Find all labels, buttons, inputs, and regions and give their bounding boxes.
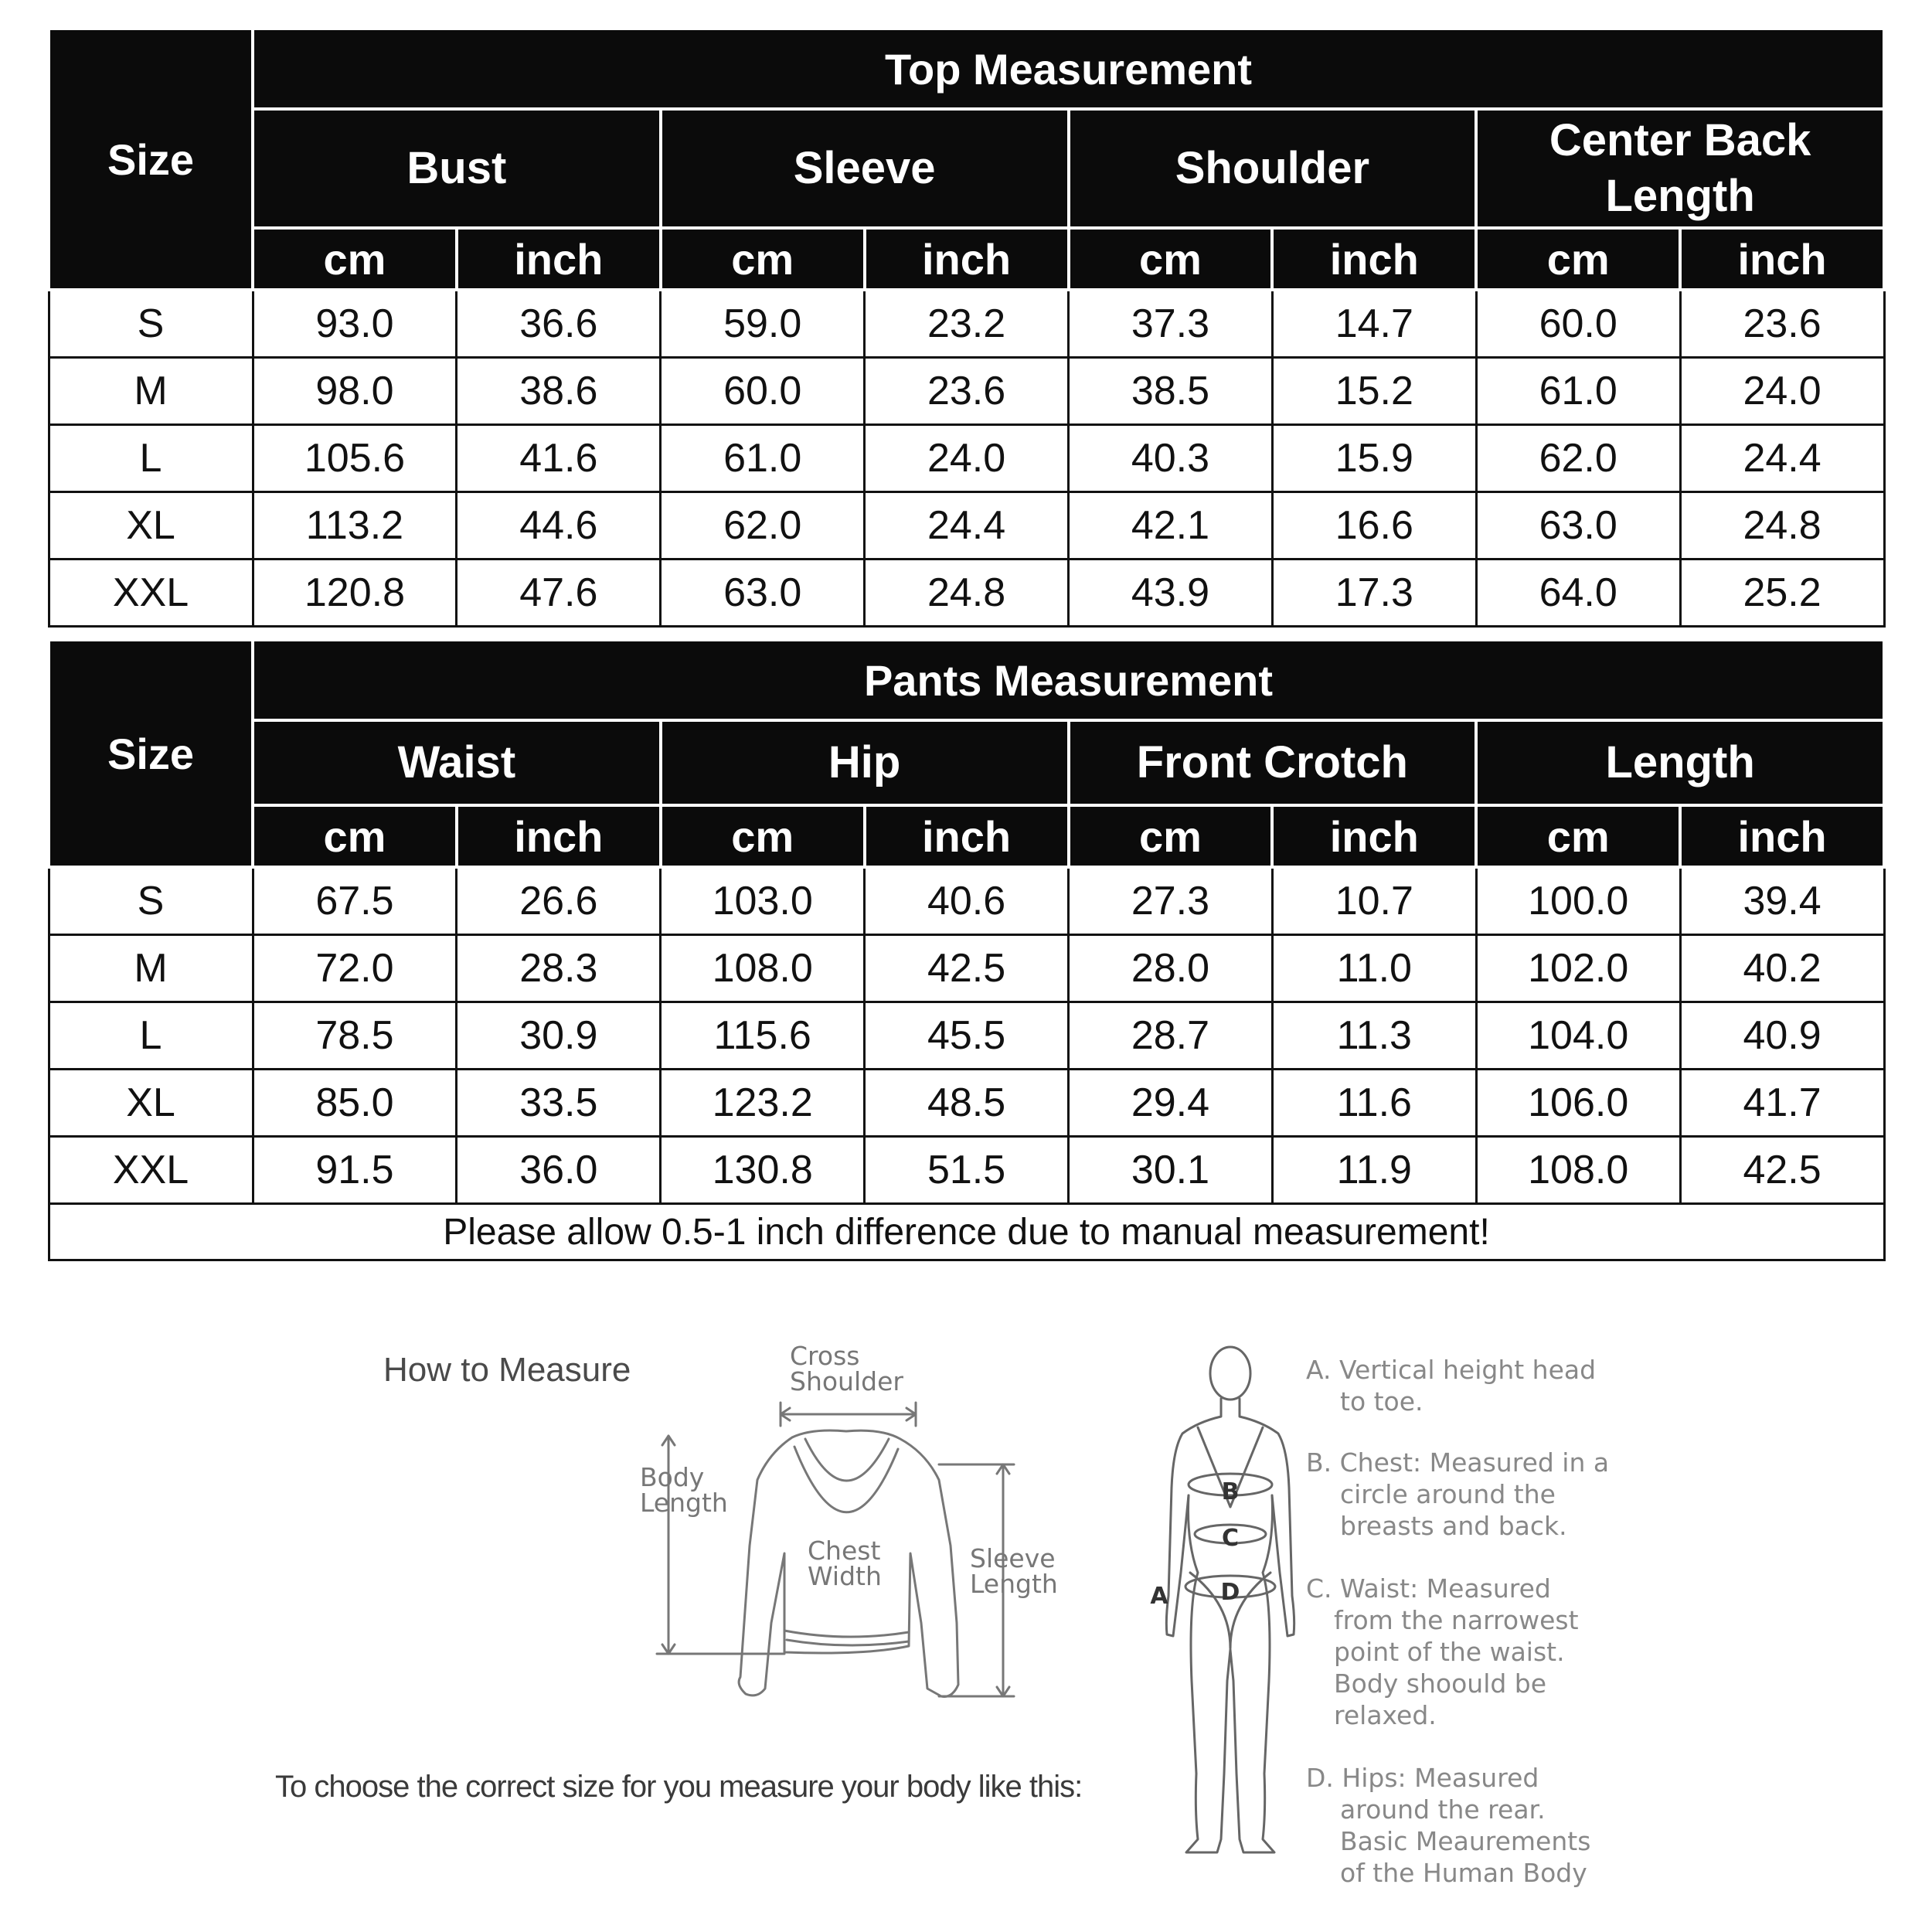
value-cell: 40.9	[1680, 1002, 1884, 1070]
value-cell: 23.6	[865, 358, 1069, 425]
value-cell: 11.3	[1272, 1002, 1476, 1070]
value-cell: 64.0	[1476, 560, 1680, 627]
label-line: Cross	[790, 1341, 860, 1371]
unit-header: cm	[1069, 228, 1273, 290]
value-cell: 40.2	[1680, 935, 1884, 1002]
label-line: Sleeve	[970, 1543, 1056, 1573]
value-cell: 41.6	[457, 425, 661, 492]
unit-header: cm	[1476, 228, 1680, 290]
value-cell: 26.6	[457, 867, 661, 935]
value-cell: 28.7	[1069, 1002, 1273, 1070]
legend-line: C. Waist: Measured	[1306, 1573, 1551, 1604]
measure-header-sleeve: Sleeve	[661, 109, 1069, 228]
chest-width-label	[808, 1538, 882, 1589]
value-cell: 16.6	[1272, 492, 1476, 560]
unit-header: cm	[661, 228, 865, 290]
value-cell: 24.8	[865, 560, 1069, 627]
value-cell: 24.4	[865, 492, 1069, 560]
sleeve-length-label	[970, 1543, 1058, 1599]
table-row	[49, 1070, 1884, 1137]
value-cell: 105.6	[253, 425, 457, 492]
value-cell: 63.0	[1476, 492, 1680, 560]
value-cell: 11.0	[1272, 935, 1476, 1002]
value-cell: 98.0	[253, 358, 457, 425]
cross-shoulder-label	[790, 1343, 903, 1394]
table-row	[49, 358, 1884, 425]
value-cell: 44.6	[457, 492, 661, 560]
value-cell: 113.2	[253, 492, 457, 560]
legend-line: to toe.	[1340, 1386, 1423, 1417]
measure-header-hip: Hip	[661, 720, 1069, 805]
value-cell: 48.5	[865, 1070, 1069, 1137]
unit-header: cm	[1476, 805, 1680, 867]
marker-c: C	[1221, 1525, 1240, 1552]
legend-line: circle around the	[1340, 1479, 1556, 1509]
measure-header-center-back-length: Center Back Length	[1476, 109, 1884, 228]
unit-header: cm	[253, 805, 457, 867]
value-cell: 38.6	[457, 358, 661, 425]
value-cell: 104.0	[1476, 1002, 1680, 1070]
size-header: Size	[49, 640, 253, 867]
value-cell: 62.0	[661, 492, 865, 560]
unit-header: inch	[865, 228, 1069, 290]
legend-a	[1306, 1354, 1596, 1417]
size-cell: S	[49, 867, 253, 935]
size-cell: M	[49, 358, 253, 425]
size-cell: L	[49, 1002, 253, 1070]
measure-header-front-crotch: Front Crotch	[1069, 720, 1477, 805]
unit-header: inch	[457, 805, 661, 867]
legend-line: around the rear.	[1340, 1794, 1546, 1825]
value-cell: 40.6	[865, 867, 1069, 935]
value-cell: 78.5	[253, 1002, 457, 1070]
value-cell: 29.4	[1069, 1070, 1273, 1137]
value-cell: 25.2	[1680, 560, 1884, 627]
value-cell: 30.1	[1069, 1137, 1273, 1204]
value-cell: 23.2	[865, 290, 1069, 358]
value-cell: 37.3	[1069, 290, 1273, 358]
legend-line: B. Chest: Measured in a	[1306, 1447, 1610, 1478]
value-cell: 23.6	[1680, 290, 1884, 358]
value-cell: 130.8	[661, 1137, 865, 1204]
legend-line: relaxed.	[1334, 1700, 1437, 1730]
value-cell: 62.0	[1476, 425, 1680, 492]
value-cell: 28.3	[457, 935, 661, 1002]
value-cell: 17.3	[1272, 560, 1476, 627]
value-cell: 14.7	[1272, 290, 1476, 358]
table-row	[49, 1137, 1884, 1204]
value-cell: 60.0	[1476, 290, 1680, 358]
value-cell: 123.2	[661, 1070, 865, 1137]
size-cell: XL	[49, 1070, 253, 1137]
value-cell: 24.4	[1680, 425, 1884, 492]
value-cell: 103.0	[661, 867, 865, 935]
unit-header: inch	[1680, 228, 1884, 290]
label-line: Length	[640, 1488, 728, 1518]
label-line: Length	[970, 1569, 1058, 1599]
value-cell: 27.3	[1069, 867, 1273, 935]
value-cell: 24.0	[865, 425, 1069, 492]
value-cell: 120.8	[253, 560, 457, 627]
unit-header: inch	[457, 228, 661, 290]
table-row	[49, 492, 1884, 560]
unit-header: cm	[1069, 805, 1273, 867]
legend-line: Basic Meaurements	[1340, 1826, 1591, 1856]
value-cell: 24.0	[1680, 358, 1884, 425]
value-cell: 47.6	[457, 560, 661, 627]
size-cell: XXL	[49, 1137, 253, 1204]
value-cell: 108.0	[661, 935, 865, 1002]
top-measurement-table	[47, 27, 1886, 628]
value-cell: 72.0	[253, 935, 457, 1002]
value-cell: 59.0	[661, 290, 865, 358]
size-cell: L	[49, 425, 253, 492]
value-cell: 38.5	[1069, 358, 1273, 425]
legend-b	[1306, 1447, 1609, 1542]
value-cell: 36.0	[457, 1137, 661, 1204]
value-cell: 61.0	[661, 425, 865, 492]
label-line: Shoulder	[790, 1366, 903, 1396]
label-line: Width	[808, 1561, 882, 1591]
value-cell: 41.7	[1680, 1070, 1884, 1137]
value-cell: 24.8	[1680, 492, 1884, 560]
top-table-body	[49, 290, 1884, 627]
unit-header: cm	[661, 805, 865, 867]
table-row	[49, 560, 1884, 627]
value-cell: 10.7	[1272, 867, 1476, 935]
marker-d: D	[1220, 1579, 1240, 1606]
legend-c	[1306, 1573, 1579, 1731]
how-to-measure-heading: How to Measure	[383, 1351, 631, 1389]
value-cell: 108.0	[1476, 1137, 1680, 1204]
garment-diagram	[634, 1341, 1097, 1700]
value-cell: 102.0	[1476, 935, 1680, 1002]
table-title: Pants Measurement	[253, 640, 1884, 720]
value-cell: 61.0	[1476, 358, 1680, 425]
instruction-text: To choose the correct size for you measure your body like this:	[275, 1770, 1083, 1804]
legend-line: breasts and back.	[1340, 1511, 1567, 1541]
value-cell: 11.6	[1272, 1070, 1476, 1137]
unit-header: inch	[1272, 805, 1476, 867]
value-cell: 39.4	[1680, 867, 1884, 935]
unit-header: cm	[253, 228, 457, 290]
value-cell: 60.0	[661, 358, 865, 425]
value-cell: 36.6	[457, 290, 661, 358]
value-cell: 115.6	[661, 1002, 865, 1070]
value-cell: 67.5	[253, 867, 457, 935]
legend-line: Body shoould be	[1334, 1668, 1547, 1699]
value-cell: 15.2	[1272, 358, 1476, 425]
unit-header: inch	[1680, 805, 1884, 867]
marker-a: A	[1150, 1583, 1168, 1610]
value-cell: 28.0	[1069, 935, 1273, 1002]
value-cell: 85.0	[253, 1070, 457, 1137]
marker-b: B	[1221, 1478, 1240, 1505]
value-cell: 11.9	[1272, 1137, 1476, 1204]
table-row	[49, 290, 1884, 358]
value-cell: 51.5	[865, 1137, 1069, 1204]
measure-header-waist: Waist	[253, 720, 661, 805]
unit-header: inch	[1272, 228, 1476, 290]
table-row	[49, 425, 1884, 492]
pants-table-body	[49, 867, 1884, 1204]
table-row	[49, 867, 1884, 935]
value-cell: 15.9	[1272, 425, 1476, 492]
label-line: Chest	[808, 1536, 881, 1566]
legend-line: from the narrowest	[1334, 1605, 1579, 1635]
size-cell: M	[49, 935, 253, 1002]
value-cell: 30.9	[457, 1002, 661, 1070]
body-diagram	[1144, 1341, 1329, 1866]
value-cell: 43.9	[1069, 560, 1273, 627]
value-cell: 100.0	[1476, 867, 1680, 935]
value-cell: 42.1	[1069, 492, 1273, 560]
legend-line: of the Human Body	[1340, 1858, 1587, 1888]
body-length-label	[640, 1462, 728, 1518]
value-cell: 91.5	[253, 1137, 457, 1204]
measure-header-shoulder: Shoulder	[1069, 109, 1477, 228]
measurement-note: Please allow 0.5-1 inch difference due to manual measurement!	[49, 1204, 1884, 1260]
value-cell: 45.5	[865, 1002, 1069, 1070]
pants-measurement-table	[47, 638, 1886, 1261]
legend-line: A. Vertical height head	[1306, 1355, 1597, 1385]
label-line: Body	[640, 1462, 705, 1492]
value-cell: 63.0	[661, 560, 865, 627]
legend-line: D. Hips: Measured	[1306, 1763, 1539, 1793]
value-cell: 40.3	[1069, 425, 1273, 492]
unit-header: inch	[865, 805, 1069, 867]
size-cell: S	[49, 290, 253, 358]
measure-header-length: Length	[1476, 720, 1884, 805]
legend-line: point of the waist.	[1334, 1637, 1565, 1667]
legend-d	[1306, 1762, 1590, 1889]
value-cell: 106.0	[1476, 1070, 1680, 1137]
size-cell: XXL	[49, 560, 253, 627]
table-title: Top Measurement	[253, 29, 1884, 109]
size-header: Size	[49, 29, 253, 290]
table-row	[49, 935, 1884, 1002]
table-row	[49, 1002, 1884, 1070]
value-cell: 42.5	[1680, 1137, 1884, 1204]
size-cell: XL	[49, 492, 253, 560]
value-cell: 93.0	[253, 290, 457, 358]
value-cell: 33.5	[457, 1070, 661, 1137]
value-cell: 42.5	[865, 935, 1069, 1002]
measure-header-bust: Bust	[253, 109, 661, 228]
